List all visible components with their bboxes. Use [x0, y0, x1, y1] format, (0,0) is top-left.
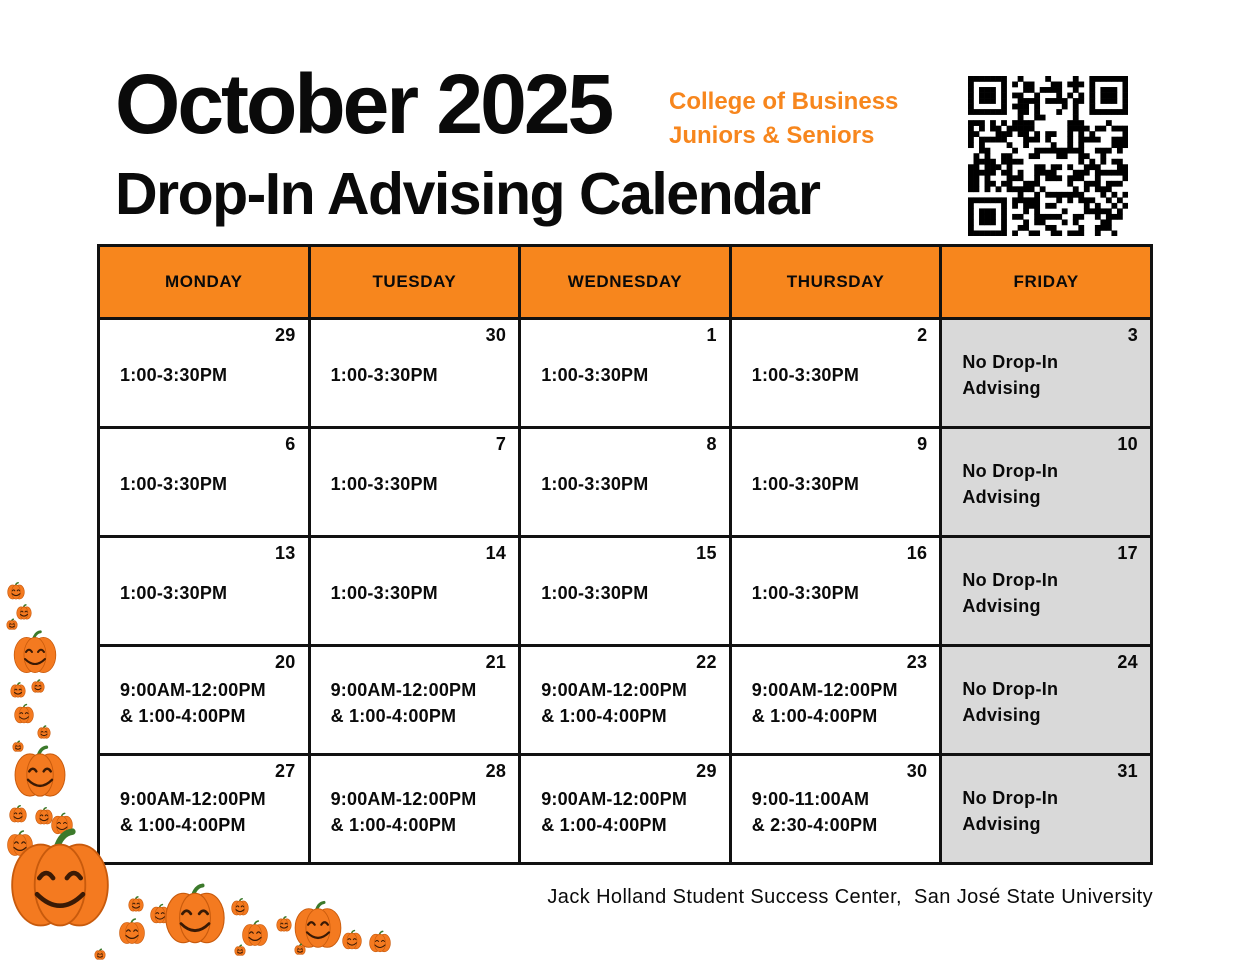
calendar-day: [730, 755, 941, 864]
pumpkin-icon: [7, 619, 17, 629]
audience-college: College of Business: [669, 88, 899, 115]
pumpkin-icon: [10, 806, 27, 822]
calendar-week-row: [99, 428, 1152, 537]
hours-line: 1:00-3:30PM: [751, 474, 860, 494]
day-number: 3: [1127, 325, 1138, 345]
hours-line: 1:00-3:30PM: [541, 365, 649, 385]
advising-hours: [541, 362, 648, 388]
day-number: 29: [696, 761, 717, 781]
hours-line: 1:00-3:30PM: [751, 365, 860, 385]
day-number: 29: [274, 325, 296, 345]
advising-hours: [120, 471, 227, 497]
hours-line: 1:00-3:30PM: [541, 474, 649, 494]
calendar-week-row: [99, 319, 1152, 428]
day-number: 1: [706, 325, 717, 345]
day-number: 28: [485, 761, 507, 781]
closed-notice-line: Advising: [962, 705, 1041, 725]
hours-line: & 1:00-4:00PM: [330, 815, 457, 835]
day-number: 10: [1117, 434, 1138, 454]
closed-notice-line: Advising: [962, 487, 1041, 507]
advising-hours: [752, 677, 898, 729]
pumpkin-icon: [95, 949, 105, 959]
page-title: October 2025: [115, 57, 612, 151]
calendar-day: [520, 646, 731, 755]
calendar-day-closed: [941, 428, 1152, 537]
closed-notice-line: No Drop-In: [962, 570, 1059, 590]
hours-line: 1:00-3:30PM: [120, 365, 228, 385]
closed-notice-line: No Drop-In: [962, 788, 1059, 808]
calendar-day-closed: [941, 537, 1152, 646]
calendar-day: [520, 755, 731, 864]
calendar-day: [520, 428, 731, 537]
hours-line: 1:00-3:30PM: [330, 583, 438, 603]
calendar-day: [520, 319, 731, 428]
calendar-day: [730, 537, 941, 646]
pumpkin-icon: [343, 931, 362, 949]
weekday-header-thursday: THURSDAY: [730, 246, 941, 319]
closed-notice-line: Advising: [962, 378, 1041, 398]
pumpkin-icon: [38, 726, 50, 738]
hours-line: 1:00-3:30PM: [120, 474, 228, 494]
hours-line: & 1:00-4:00PM: [751, 706, 878, 726]
closed-notice-line: No Drop-In: [962, 461, 1059, 481]
closed-notice: [962, 785, 1058, 837]
calendar-day: [730, 428, 941, 537]
weekday-header-row: [99, 246, 1152, 319]
calendar-day-closed: [941, 755, 1152, 864]
hours-line: 1:00-3:30PM: [541, 583, 649, 603]
hours-line: 9:00AM-12:00PM: [541, 789, 688, 809]
day-number: 30: [485, 325, 507, 345]
pumpkin-icon: [120, 919, 145, 943]
weekday-header-monday: MONDAY: [99, 246, 310, 319]
hours-line: 9:00AM-12:00PM: [541, 680, 688, 700]
pumpkin-icon: [13, 741, 23, 751]
closed-notice-line: No Drop-In: [962, 352, 1059, 372]
audience-label: [669, 85, 898, 153]
pumpkin-icon: [370, 931, 391, 951]
day-number: 6: [285, 434, 296, 454]
day-number: 7: [495, 434, 507, 454]
day-number: 2: [917, 325, 928, 345]
pumpkin-icon: [14, 632, 56, 673]
hours-line: & 2:30-4:00PM: [751, 815, 878, 835]
calendar-day: [99, 428, 310, 537]
pumpkin-icon: [277, 917, 292, 931]
pumpkin-icon: [243, 921, 268, 945]
footer-credit: [547, 886, 1153, 909]
day-number: 24: [1117, 652, 1138, 672]
hours-line: & 1:00-4:00PM: [330, 706, 457, 726]
closed-notice-line: Advising: [962, 596, 1041, 616]
page-subtitle: Drop-In Advising Calendar: [115, 161, 820, 227]
advising-hours: [541, 580, 648, 606]
hours-line: & 1:00-4:00PM: [541, 815, 667, 835]
hours-line: & 1:00-4:00PM: [541, 706, 667, 726]
hours-line: 9:00AM-12:00PM: [330, 789, 477, 809]
pumpkin-icon: [11, 683, 26, 697]
pumpkin-icon: [32, 680, 44, 692]
advising-hours: [541, 677, 687, 729]
pumpkin-icon: [15, 747, 65, 796]
footer-center-name: Jack Holland Student Success Center,: [547, 886, 902, 908]
closed-notice: [962, 458, 1058, 510]
pumpkin-icon: [17, 605, 32, 619]
weekday-header-friday: FRIDAY: [941, 246, 1152, 319]
pumpkin-icon: [166, 886, 224, 943]
advising-hours: [752, 786, 878, 838]
advising-hours: [331, 362, 438, 388]
closed-notice: [962, 676, 1058, 728]
day-number: 13: [274, 543, 296, 563]
calendar-day: [309, 319, 520, 428]
calendar-day: [730, 319, 941, 428]
day-number: 17: [1117, 543, 1138, 563]
advising-hours: [752, 580, 859, 606]
day-number: 14: [485, 543, 507, 563]
hours-line: 1:00-3:30PM: [330, 365, 438, 385]
day-number: 30: [906, 761, 928, 781]
hours-line: 9:00-11:00AM: [751, 789, 870, 809]
day-number: 8: [706, 434, 717, 454]
day-number: 20: [274, 652, 296, 672]
advising-hours: [752, 362, 859, 388]
pumpkin-icon: [235, 945, 245, 955]
calendar-day: [309, 428, 520, 537]
hours-line: 1:00-3:30PM: [120, 583, 228, 603]
advising-hours: [541, 786, 687, 838]
pumpkin-icon: [8, 583, 25, 599]
day-number: 15: [696, 543, 717, 563]
hours-line: & 1:00-4:00PM: [120, 706, 246, 726]
pumpkin-icon: [36, 808, 53, 824]
pumpkin-icon: [295, 902, 341, 947]
day-number: 16: [906, 543, 928, 563]
day-number: 21: [485, 652, 507, 672]
audience-class-level: Juniors & Seniors: [669, 122, 875, 149]
day-number: 9: [917, 434, 928, 454]
closed-notice-line: No Drop-In: [962, 679, 1059, 699]
hours-line: 9:00AM-12:00PM: [120, 680, 266, 700]
qr-code-icon[interactable]: [968, 76, 1128, 236]
calendar-day: [99, 319, 310, 428]
pumpkin-icon: [232, 899, 249, 915]
hours-line: 1:00-3:30PM: [751, 583, 860, 603]
day-number: 22: [696, 652, 717, 672]
hours-line: 9:00AM-12:00PM: [330, 680, 477, 700]
pumpkin-icon: [129, 897, 144, 911]
pumpkin-icon: [295, 944, 305, 954]
pumpkin-decoration: [0, 575, 420, 966]
advising-hours: [120, 362, 227, 388]
day-number: 27: [274, 761, 296, 781]
closed-notice: [962, 567, 1058, 619]
advising-hours: [752, 471, 859, 497]
day-number: 31: [1117, 761, 1138, 781]
calendar-day-closed: [941, 319, 1152, 428]
hours-line: 9:00AM-12:00PM: [751, 680, 898, 700]
hours-line: 9:00AM-12:00PM: [120, 789, 266, 809]
weekday-header-wednesday: WEDNESDAY: [520, 246, 731, 319]
footer-university-name: San José State University: [914, 886, 1153, 908]
weekday-header-tuesday: TUESDAY: [309, 246, 520, 319]
advising-hours: [331, 471, 438, 497]
calendar-day: [520, 537, 731, 646]
pumpkin-icon: [15, 705, 34, 723]
hours-line: 1:00-3:30PM: [330, 474, 438, 494]
closed-notice: [962, 349, 1058, 401]
advising-hours: [541, 471, 648, 497]
day-number: 23: [906, 652, 928, 672]
closed-notice-line: Advising: [962, 814, 1041, 834]
calendar-day: [730, 646, 941, 755]
calendar-day-closed: [941, 646, 1152, 755]
hours-line: & 1:00-4:00PM: [120, 815, 246, 835]
